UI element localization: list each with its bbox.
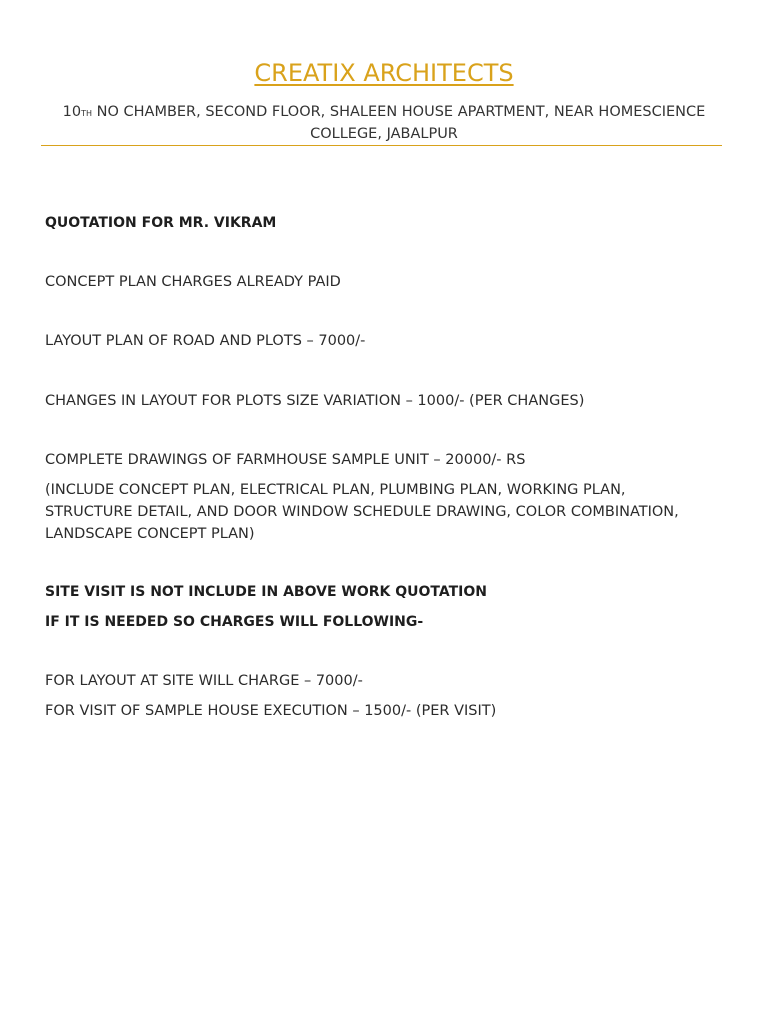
quote-item-concept-plan: CONCEPT PLAN CHARGES ALREADY PAID [45,274,341,290]
address-ordinal-suffix: TH [81,109,93,118]
quote-item-layout-plan: LAYOUT PLAN OF ROAD AND PLOTS – 7000/- [45,333,366,349]
site-visit-condition: IF IT IS NEEDED SO CHARGES WILL FOLLOWING- [45,614,424,630]
firm-address [60,101,708,145]
quote-item-farmhouse-drawings: COMPLETE DRAWINGS OF FARMHOUSE SAMPLE UNIT – 20000/- RS [45,452,526,468]
header-divider [41,145,722,146]
quotation-recipient: QUOTATION FOR MR. VIKRAM [45,215,277,231]
address-number: 10 [62,104,82,120]
site-visit-note: SITE VISIT IS NOT INCLUDE IN ABOVE WORK QUOTATION [45,584,488,600]
site-charge-sample-house: FOR VISIT OF SAMPLE HOUSE EXECUTION – 1500/- (PER VISIT) [45,703,497,719]
firm-name: CREATIX ARCHITECTS [254,59,514,87]
quote-item-layout-changes: CHANGES IN LAYOUT FOR PLOTS SIZE VARIATION – 1000/- (PER CHANGES) [45,393,585,409]
address-rest: NO CHAMBER, SECOND FLOOR, SHALEEN HOUSE APARTMENT, NEAR HOMESCIENCE COLLEGE, JABALPUR [92,104,706,142]
drawings-includes-note: (INCLUDE CONCEPT PLAN, ELECTRICAL PLAN, PLUMBING PLAN, WORKING PLAN, STRUCTURE DETAIL, AND DOOR WINDOW SCHEDULE DRAWING, COLOR COMBINATION, LANDSCAPE CONCEPT PLAN) [45,482,679,542]
site-charge-layout: FOR LAYOUT AT SITE WILL CHARGE – 7000/- [45,673,363,689]
